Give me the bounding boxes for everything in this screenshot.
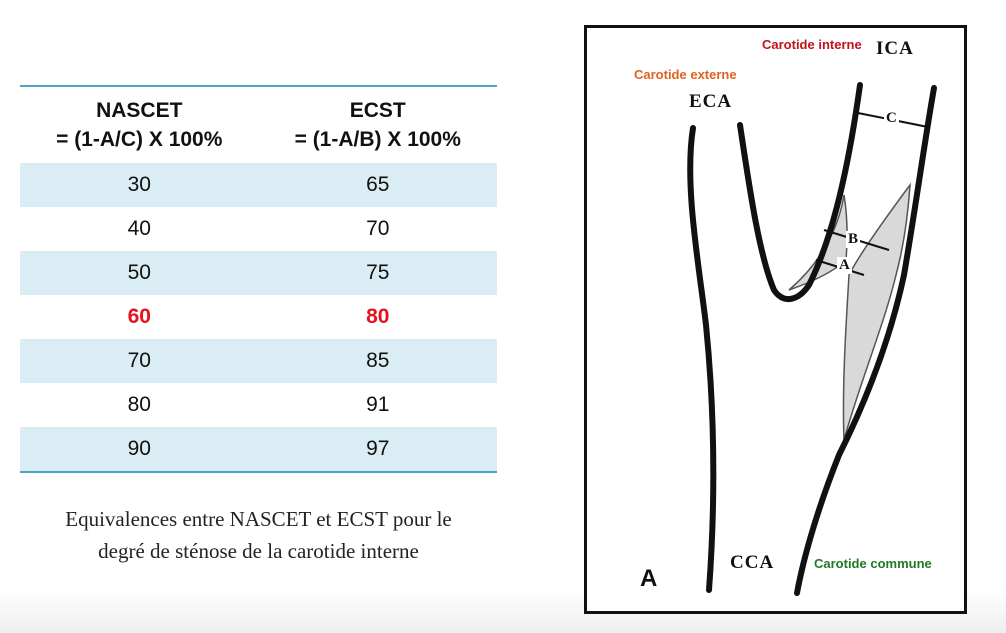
ecst-cell: 80 bbox=[366, 305, 390, 328]
nascet-cell: 50 bbox=[127, 261, 151, 284]
diagram-frame bbox=[586, 27, 966, 613]
nascet-cell: 70 bbox=[127, 349, 151, 372]
table-row-highlighted bbox=[20, 295, 497, 339]
header-nascet-title: NASCET bbox=[96, 99, 183, 122]
header-ecst-formula: = (1-A/B) X 100% bbox=[294, 128, 461, 151]
cca-label: CCA bbox=[730, 552, 775, 573]
header-ecst-title: ECST bbox=[349, 99, 406, 122]
table-row bbox=[20, 427, 497, 471]
header-nascet bbox=[20, 96, 259, 154]
header-ecst bbox=[259, 96, 498, 154]
nascet-cell: 80 bbox=[127, 393, 151, 416]
table-row bbox=[20, 383, 497, 427]
ecst-cell: 97 bbox=[366, 437, 390, 460]
ica-label: ICA bbox=[876, 38, 914, 59]
caption-line-2: degré de sténose de la carotide interne bbox=[98, 539, 419, 563]
equivalence-table bbox=[20, 85, 497, 473]
measure-c-label: C bbox=[886, 110, 897, 126]
panel-label: A bbox=[640, 565, 658, 592]
ecst-cell: 91 bbox=[366, 393, 390, 416]
table-row bbox=[20, 207, 497, 251]
caption-line-1: Equivalences entre NASCET et ECST pour le bbox=[65, 507, 452, 531]
ecst-cell: 65 bbox=[366, 173, 390, 196]
table-row bbox=[20, 163, 497, 207]
carotid-drawing bbox=[584, 25, 967, 614]
ecst-cell: 75 bbox=[366, 261, 390, 284]
header-nascet-formula: = (1-A/C) X 100% bbox=[56, 128, 223, 151]
table-row bbox=[20, 251, 497, 295]
nascet-cell: 40 bbox=[127, 217, 151, 240]
eca-label: ECA bbox=[689, 91, 733, 112]
carotide-commune-label: Carotide commune bbox=[814, 556, 932, 571]
nascet-cell: 90 bbox=[127, 437, 151, 460]
table-caption bbox=[20, 503, 497, 567]
ecst-cell: 70 bbox=[366, 217, 390, 240]
carotid-diagram bbox=[584, 25, 967, 614]
measure-b-label: B bbox=[848, 231, 859, 247]
nascet-cell: 30 bbox=[127, 173, 151, 196]
nascet-cell: 60 bbox=[127, 305, 151, 328]
table-header bbox=[20, 87, 497, 163]
carotide-interne-label: Carotide interne bbox=[762, 37, 862, 52]
carotide-externe-label: Carotide externe bbox=[634, 67, 737, 82]
ecst-cell: 85 bbox=[366, 349, 390, 372]
measure-a-label: A bbox=[839, 257, 850, 273]
table-row bbox=[20, 339, 497, 383]
